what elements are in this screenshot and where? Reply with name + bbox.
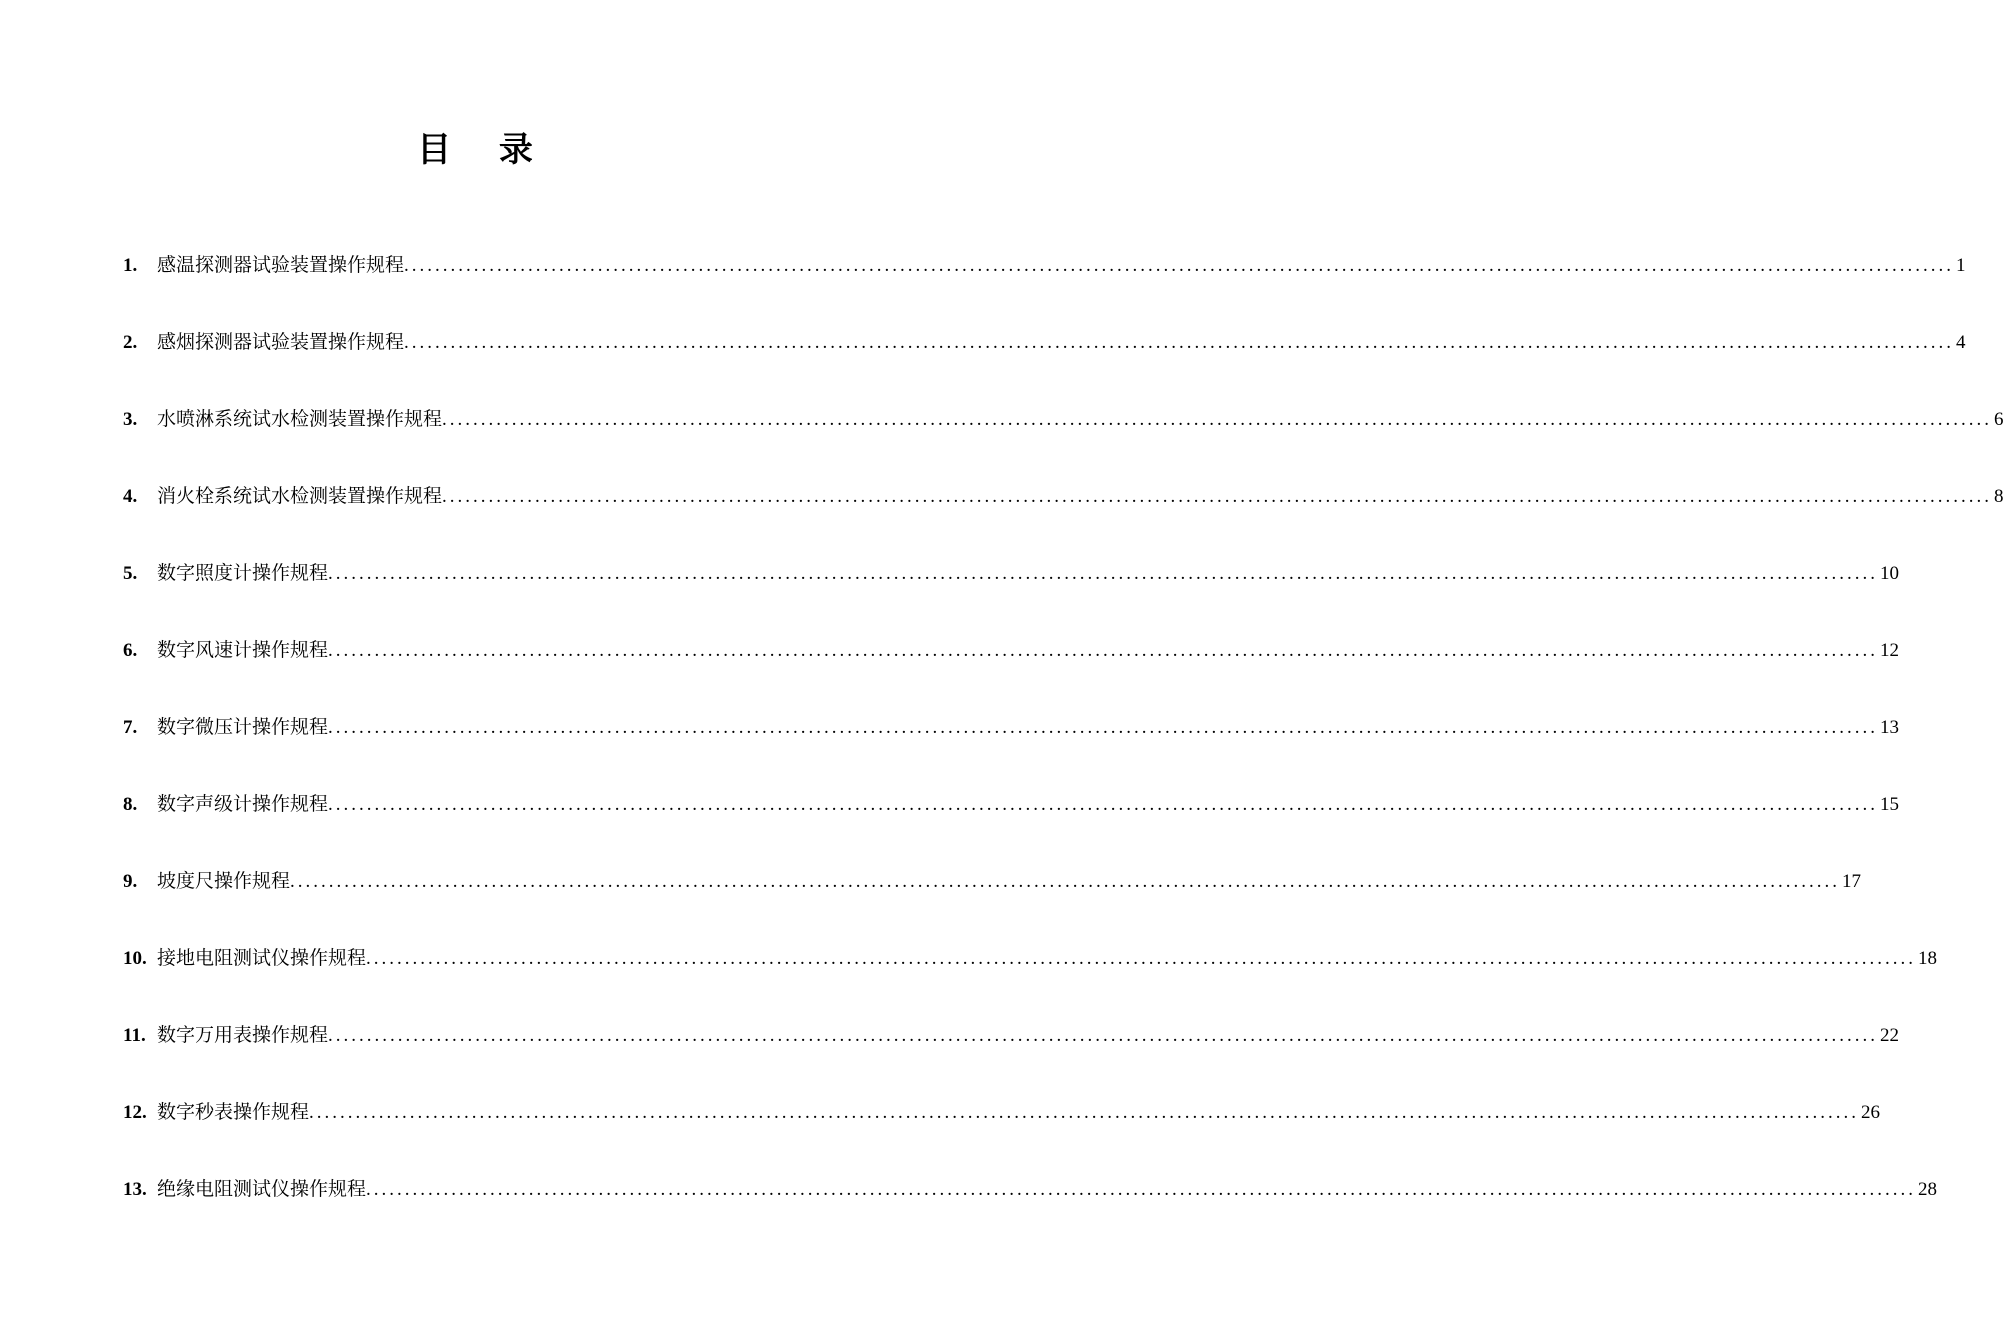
toc-entry[interactable] bbox=[123, 785, 1900, 862]
toc-dot-leader: ........................................................................................................................................................................................................ bbox=[328, 1025, 1879, 1046]
toc-entry-page: 28 bbox=[1918, 1179, 1938, 1200]
toc-entry-page: 15 bbox=[1880, 794, 1900, 815]
toc-dot-leader: ........................................................................................................................................................................................................ bbox=[404, 255, 1955, 276]
toc-dot-leader: ........................................................................................................................................................................................................ bbox=[328, 640, 1879, 661]
toc-entry-page: 22 bbox=[1880, 1025, 1900, 1046]
toc-entry-page: 12 bbox=[1880, 640, 1900, 661]
toc-entry-title: 接地电阻测试仪操作规程 bbox=[157, 947, 367, 969]
toc-entry-number: 5. bbox=[123, 563, 138, 584]
toc-entry-number: 4. bbox=[123, 486, 138, 507]
toc-entry[interactable] bbox=[123, 939, 1938, 1016]
toc-entry-page: 10 bbox=[1880, 563, 1900, 584]
toc-entry-number: 6. bbox=[123, 640, 138, 661]
toc-entry-number: 13. bbox=[123, 1179, 147, 1200]
toc-entry[interactable] bbox=[123, 708, 1900, 785]
toc-entry-number: 8. bbox=[123, 794, 138, 815]
toc-entry[interactable] bbox=[123, 1093, 1881, 1170]
toc-entry-title: 绝缘电阻测试仪操作规程 bbox=[157, 1178, 367, 1200]
toc-entry-page: 18 bbox=[1918, 948, 1938, 969]
toc-dot-leader: ........................................................................................................................................................................................................ bbox=[328, 563, 1879, 584]
toc-entry[interactable] bbox=[123, 477, 2004, 554]
toc-entry-title: 感温探测器试验装置操作规程 bbox=[157, 254, 405, 276]
toc-entry-page: 26 bbox=[1861, 1102, 1881, 1123]
toc-entry-page: 6 bbox=[1994, 409, 2004, 430]
toc-entry-number: 2. bbox=[123, 332, 138, 353]
toc-dot-leader: ........................................................................................................................................................................................................ bbox=[309, 1102, 1860, 1123]
toc-entry-title: 消火栓系统试水检测装置操作规程 bbox=[157, 485, 443, 507]
toc-entry[interactable] bbox=[123, 631, 1900, 708]
toc-entry-title: 数字照度计操作规程 bbox=[157, 562, 329, 584]
toc-entry-title: 数字声级计操作规程 bbox=[157, 793, 329, 815]
toc-entry-page: 4 bbox=[1956, 332, 1966, 353]
toc-entry-title: 坡度尺操作规程 bbox=[157, 870, 291, 892]
toc-entry[interactable] bbox=[123, 554, 1900, 631]
toc-entry[interactable] bbox=[123, 1170, 1938, 1247]
toc-entry-page: 8 bbox=[1994, 486, 2004, 507]
toc-dot-leader: ........................................................................................................................................................................................................ bbox=[328, 717, 1879, 738]
page-title: 目 录 bbox=[417, 130, 551, 170]
toc-dot-leader: ........................................................................................................................................................................................................ bbox=[328, 794, 1879, 815]
toc-dot-leader: ........................................................................................................................................................................................................ bbox=[442, 409, 1993, 430]
toc-entry-number: 12. bbox=[123, 1102, 147, 1123]
toc-dot-leader: ........................................................................................................................................................................................................ bbox=[404, 332, 1955, 353]
toc-entry[interactable] bbox=[123, 246, 1966, 323]
toc-entry[interactable] bbox=[123, 862, 1862, 939]
toc-dot-leader: ........................................................................................................................................................................................................ bbox=[290, 871, 1841, 892]
toc-dot-leader: ........................................................................................................................................................................................................ bbox=[366, 948, 1917, 969]
toc-entry-page: 1 bbox=[1956, 255, 1966, 276]
toc-dot-leader: ........................................................................................................................................................................................................ bbox=[366, 1179, 1917, 1200]
toc-entry-title: 数字微压计操作规程 bbox=[157, 716, 329, 738]
toc-entry-number: 11. bbox=[123, 1025, 146, 1046]
table-of-contents bbox=[123, 246, 2004, 1247]
toc-entry-title: 水喷淋系统试水检测装置操作规程 bbox=[157, 408, 443, 430]
toc-entry-title: 数字秒表操作规程 bbox=[157, 1101, 310, 1123]
toc-entry[interactable] bbox=[123, 400, 2004, 477]
toc-entry-page: 13 bbox=[1880, 717, 1900, 738]
toc-dot-leader: ........................................................................................................................................................................................................ bbox=[442, 486, 1993, 507]
toc-entry-number: 3. bbox=[123, 409, 138, 430]
toc-entry-number: 9. bbox=[123, 871, 138, 892]
toc-entry-page: 17 bbox=[1842, 871, 1862, 892]
toc-entry-number: 1. bbox=[123, 255, 138, 276]
toc-entry-title: 数字风速计操作规程 bbox=[157, 639, 329, 661]
toc-entry-number: 7. bbox=[123, 717, 138, 738]
toc-entry[interactable] bbox=[123, 1016, 1900, 1093]
toc-entry-title: 感烟探测器试验装置操作规程 bbox=[157, 331, 405, 353]
toc-entry-number: 10. bbox=[123, 948, 147, 969]
toc-entry-title: 数字万用表操作规程 bbox=[157, 1024, 329, 1046]
toc-entry[interactable] bbox=[123, 323, 1966, 400]
